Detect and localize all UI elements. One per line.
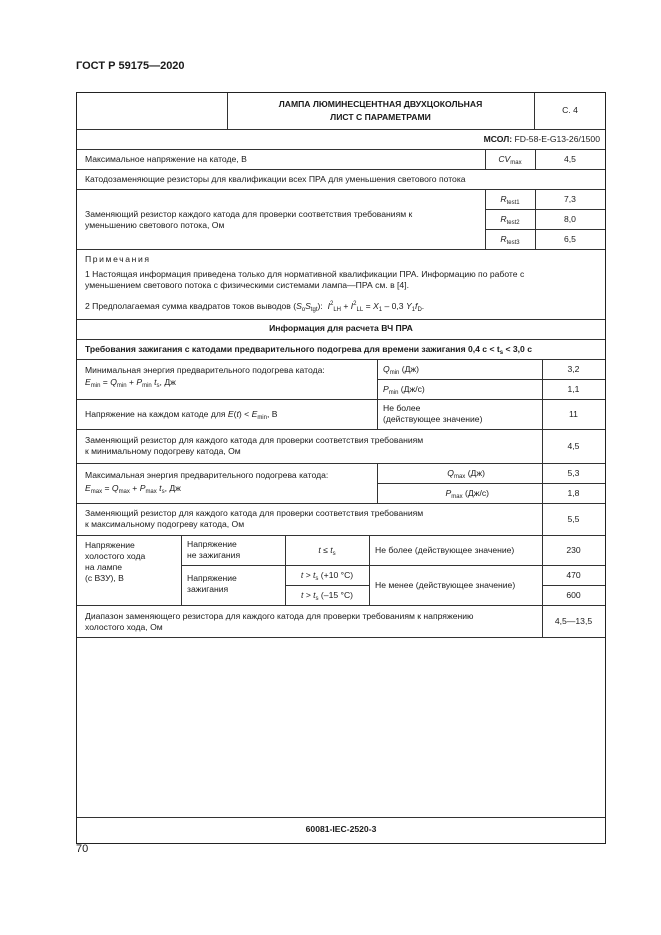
r-test1-value: 7,3: [564, 194, 576, 204]
ignition-condition-1: $t > t_s$ (+10 °C): [300, 570, 354, 582]
max-voltage-label: Максимальное напряжение на катоде, В: [85, 154, 247, 164]
resistor-range-line1: Диапазон заменяющего резистора для каждого катода для проверки требованиям к напряжению: [85, 611, 474, 621]
page-number: 70: [76, 843, 89, 855]
replacing-resistor-label-2: уменьшению светового потока, Ом: [85, 220, 225, 230]
sheet-title-line1: ЛАМПА ЛЮМИНЕСЦЕНТНАЯ ДВУХЦОКОЛЬНАЯ: [278, 99, 483, 109]
cathode-resistors-label: Катодозаменяющие резисторы для квалификации всех ПРА для уменьшения светового потока: [85, 174, 466, 184]
notes-title: Примечания: [85, 254, 151, 264]
document-code: 60081-IEC-2520-3: [305, 824, 377, 834]
min-energy-line2: $E_{min} = Q_{min} + P_{min}$ $t_s$, Дж: [85, 377, 176, 389]
q-max-value: 5,3: [567, 468, 580, 478]
q-min-value: 3,2: [567, 364, 580, 374]
resistor-range-value: 4,5—13,5: [554, 616, 593, 626]
standard-header: ГОСТ Р 59175—2020: [76, 60, 185, 72]
p-max-label: $P_{max}$ (Дж/с): [445, 488, 489, 500]
open-circuit-label-2: холостого хода: [85, 551, 146, 561]
ignition-label-1: Напряжение: [187, 573, 237, 583]
q-min-label: $Q_{min}$ (Дж): [383, 364, 420, 376]
p-max-value: 1,8: [567, 488, 580, 498]
replacing-resistor-label-1: Заменяющий резистор каждого катода для проверки соответствия требованиям к: [85, 209, 413, 219]
note1-line2: уменьшением светового потока с физическими системами лампа—ПРА см. в [4].: [85, 280, 409, 290]
ignition-label-2: зажигания: [187, 584, 229, 594]
max-preheat-resistor-line2: к максимальному подогреву катода, Ом: [85, 519, 245, 529]
r-test1-symbol: $R_{test1}$: [500, 194, 520, 206]
ignition-title: Требования зажигания с катодами предварительного подогрева для времени зажигания 0,4 $с < t_s < 3,0$ с: [85, 344, 533, 356]
sheet-title-line2: ЛИСТ С ПАРАМЕТРАМИ: [330, 112, 431, 122]
cathode-voltage-label: Напряжение на каждом катоде для $E(t) < E_{min}$, В: [85, 409, 278, 421]
ignition-value-2: 600: [566, 590, 581, 600]
max-energy-line1: Максимальная энергия предварительного подогрева катода:: [85, 470, 329, 480]
no-ignition-condition: $t \le t_s$: [318, 545, 336, 557]
note1-line1: 1 Настоящая информация приведена только для нормативной квалификации ПРА. Информацию по работе с: [85, 269, 525, 279]
r-test3-value: 6,5: [564, 234, 576, 244]
min-preheat-resistor-line1: Заменяющий резистор для каждого катода для проверки соответствия требованиям: [85, 435, 424, 445]
cathode-voltage-cond-2: (действующее значение): [383, 414, 483, 424]
max-voltage-symbol: $CV_{max}$: [498, 154, 522, 166]
open-circuit-label-1: Напряжение: [85, 540, 135, 550]
cathode-voltage-cond-1: Не более: [383, 403, 421, 413]
r-test2-value: 8,0: [564, 214, 576, 224]
mcol-designation: МСОЛ: FD-58-E-G13-26/1500: [483, 134, 600, 144]
ignition-value-1: 470: [566, 570, 581, 580]
max-preheat-resistor-line1: Заменяющий резистор для каждого катода для проверки соответствия требованиям: [85, 508, 424, 518]
open-circuit-label-4: (с ВЗУ), В: [85, 573, 124, 583]
sheet-number: С. 4: [562, 105, 578, 115]
resistor-range-line2: холостого хода, Ом: [85, 622, 163, 632]
max-voltage-value: 4,5: [564, 154, 576, 164]
min-energy-line1: Минимальная энергия предварительного подогрева катода:: [85, 365, 325, 375]
p-min-value: 1,1: [567, 384, 580, 394]
min-preheat-resistor-line2: к минимальному подогреву катода, Ом: [85, 446, 241, 456]
ignition-limit: Не менее (действующее значение): [375, 580, 516, 590]
ignition-condition-2: $t > t_s$ (–15 °C): [300, 590, 354, 602]
hf-info-title: Информация для расчета ВЧ ПРА: [269, 323, 413, 333]
no-ignition-limit: Не более (действующее значение): [375, 545, 515, 555]
q-max-label: $Q_{max}$ (Дж): [447, 468, 485, 480]
no-ignition-value: 230: [566, 545, 581, 555]
max-energy-line2: $E_{max} = Q_{max} + P_{max}$ $t_s$, Дж: [85, 483, 181, 495]
min-preheat-resistor-value: 4,5: [567, 441, 580, 451]
open-circuit-label-3: на лампе: [85, 562, 123, 572]
parameter-sheet-frame: [76, 92, 606, 844]
r-test3-symbol: $R_{test3}$: [500, 234, 520, 246]
note2: 2 Предполагаемая сумма квадратов токов выводов $(S_oS_{tgt})$: $I^2_{LH} + I^2_{LL} = X_1 - 0,3$ $Y_1f_D$.: [85, 301, 425, 313]
r-test2-symbol: $R_{test2}$: [500, 214, 520, 226]
no-ignition-label-2: не зажигания: [187, 550, 241, 560]
no-ignition-label-1: Напряжение: [187, 539, 237, 549]
cathode-voltage-value: 11: [569, 409, 578, 419]
max-preheat-resistor-value: 5,5: [567, 514, 580, 524]
p-min-label: $P_{min}$ (Дж/с): [383, 384, 425, 396]
